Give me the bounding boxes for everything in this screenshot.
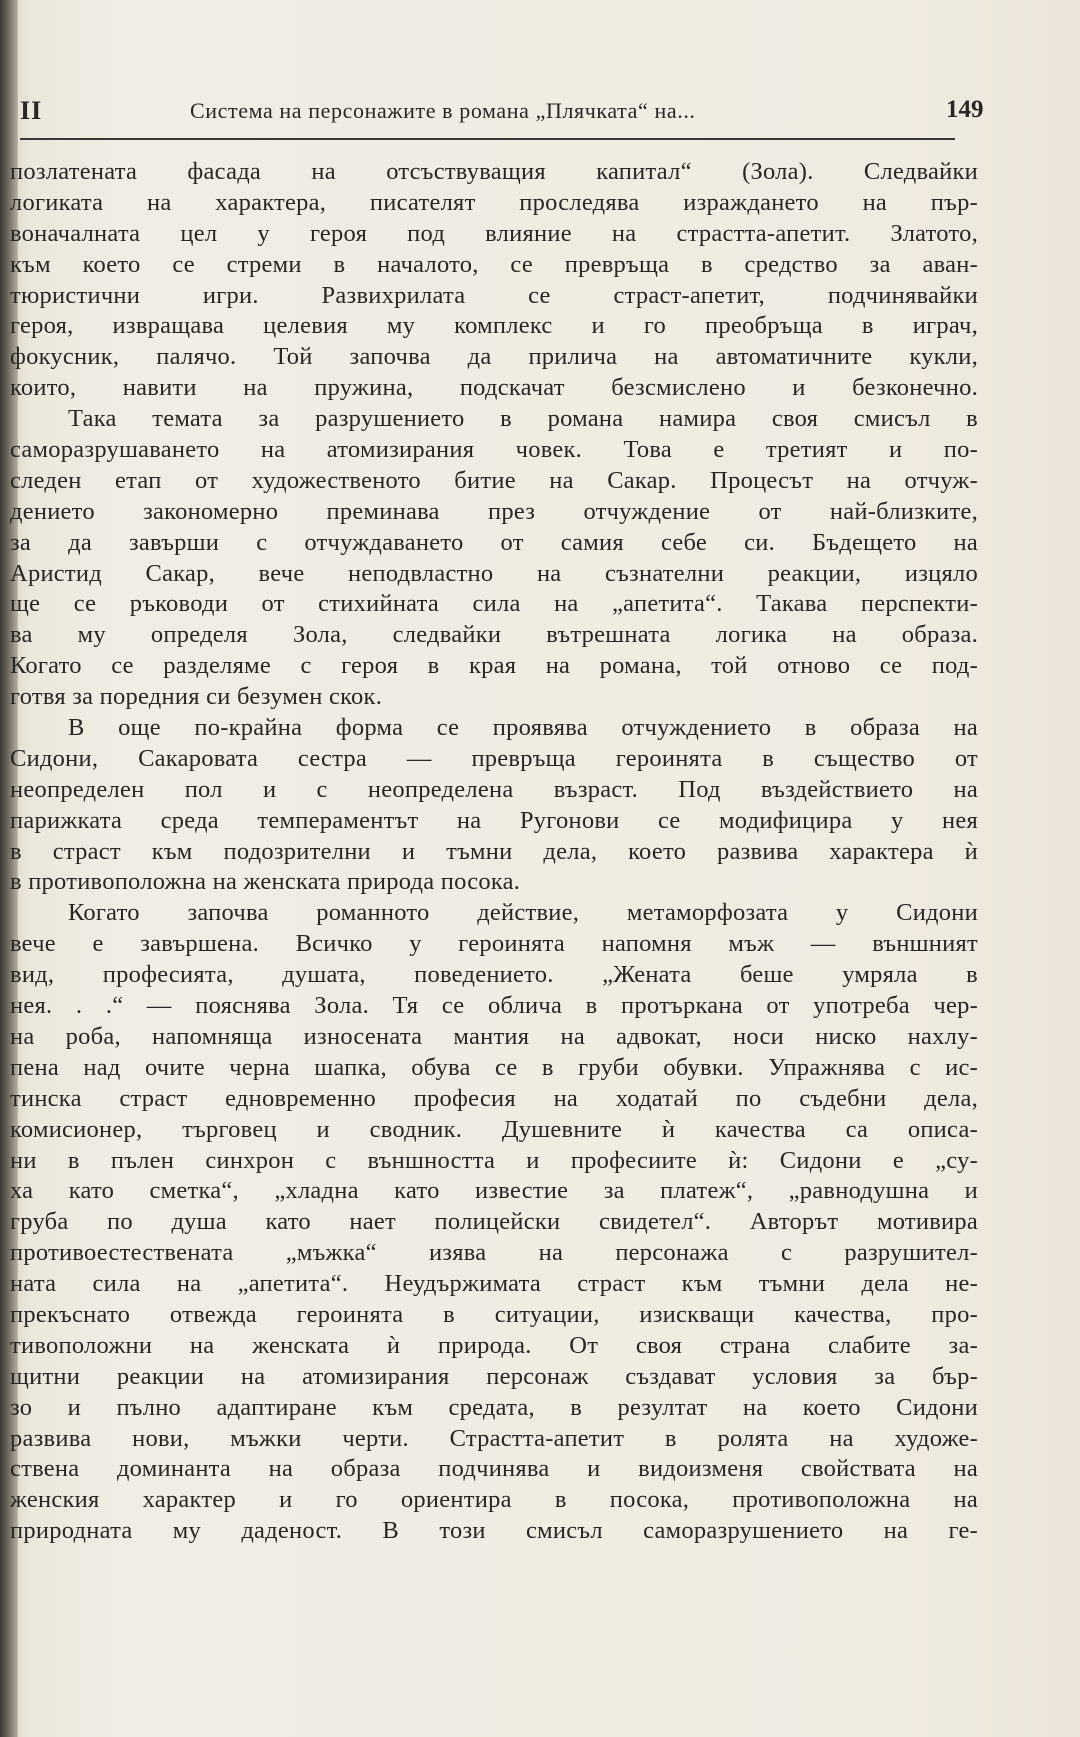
text-line: за да завърши с отчуждаването от самия себе си. Бъдещето на [10, 528, 978, 556]
text-line: които, навити на пружина, подскачат безсмислено и безконечно. [10, 374, 978, 402]
text-line: в противоположна на женската природа посока. [10, 868, 521, 896]
text-line: тинска страст едновременно професия на ходатай по съдебни дела, [10, 1084, 978, 1112]
text-line: ва му определя Зола, следвайки вътрешната логика на образа. [10, 621, 978, 649]
text-line: щитни реакции на атомизирания персонаж създават условия за бър- [10, 1362, 978, 1390]
text-line: саморазрушаването на атомизирания човек. Това е третият и по- [10, 436, 978, 464]
text-line: вече е завършена. Всичко у героинята напомня мъж — външният [10, 930, 978, 958]
text-line: воначалната цел у героя под влияние на страстта-апетит. Златото, [10, 219, 978, 247]
text-line: ха като сметка“, „хладна като известие за платеж“, „равнодушна и [10, 1177, 978, 1205]
text-line: неопределен пол и с неопределена възраст. Под въздействието на [10, 775, 978, 803]
text-line: прекъснато отвежда героинята в ситуации, изискващи качества, про- [10, 1300, 978, 1328]
text-line: към което се стреми в началото, се превръща в средство за аван- [10, 250, 978, 278]
text-line: следен етап от художественото битие на Сакар. Процесът на отчуж- [10, 466, 978, 494]
text-line: дението закономерно преминава през отчуждение от най-близките, [10, 497, 978, 525]
text-line: Аристид Сакар, вече неподвластно на съзнателни реакции, изцяло [10, 559, 978, 587]
text-line: в страст към подозрителни и тъмни дела, което развива характера ѝ [10, 837, 978, 865]
text-line: груба по душа като нает полицейски свидетел“. Авторът мотивира [10, 1208, 978, 1236]
text-line: готвя за поредния си безумен скок. [10, 683, 383, 711]
text-line: ствена доминанта на образа подчинява и видоизменя свойствата на [10, 1455, 978, 1483]
text-line: героя, извращава целевия му комплекс и го преобръща в играч, [10, 312, 978, 340]
text-line: ще се ръководи от стихийната сила на „апетита“. Такава перспекти- [10, 590, 978, 618]
text-line: женския характер и го ориентира в посока, противоположна на [10, 1486, 978, 1514]
page-number: 149 [946, 96, 984, 123]
text-line: противоестествената „мъжка“ изява на персонажа с разрушител- [10, 1239, 978, 1267]
text-line: комисионер, търговец и сводник. Душевните ѝ качества са описа- [10, 1115, 978, 1143]
text-line: тюристични игри. Развихрилата се страст-апетит, подчинявайки [10, 281, 978, 309]
text-line: природната му даденост. В този смисъл саморазрушението на ге- [10, 1517, 978, 1545]
header-rule [20, 138, 955, 140]
text-line: позлатената фасада на отсъствуващия капитал“ (Зола). Следвайки [10, 158, 978, 185]
text-line: вид, професията, душата, поведението. „Жената беше умряла в [10, 961, 978, 989]
text-line: логиката на характера, писателят проследява изражданeто на пър- [10, 188, 978, 216]
text-line: фокусник, палячо. Той започва да прилича на автоматичните кукли, [10, 343, 978, 371]
text-line: парижката среда темпераментът на Ругонови се модифицира у нея [10, 806, 978, 834]
text-line: Така темата за разрушението в романа намира своя смисъл в [68, 405, 978, 433]
text-line: на роба, напомняща износената мантия на адвокат, носи ниско нахлу- [10, 1022, 978, 1050]
text-line: ни в пълен синхрон с външността и професиите ѝ: Сидони е „су- [10, 1146, 978, 1174]
chapter-number: II [20, 96, 43, 125]
text-line: тивоположни на женската ѝ природа. От своя страна слабите за- [10, 1331, 978, 1359]
text-line: Когато започва романното действие, метаморфозата у Сидони [68, 899, 978, 927]
text-line: ната сила на „апетита“. Неудържимата страст към тъмни дела не- [10, 1270, 978, 1298]
text-line: В още по-крайна форма се проявява отчуждението в образа на [68, 714, 978, 742]
text-line: пена над очите черна шапка, обува се в груби обувки. Упражнява с ис- [10, 1053, 978, 1081]
text-line: зо и пълно адаптиране към средата, в резултат на което Сидони [10, 1393, 978, 1421]
page-header [0, 92, 1080, 132]
text-line: Когато се разделяме с героя в края на романа, той отново се под- [10, 652, 978, 680]
text-line: нея. . .“ — пояснява Зола. Тя се облича в протъркана от употреба чер- [10, 992, 978, 1020]
body-text [10, 157, 978, 1547]
text-line: развива нови, мъжки черти. Страстта-апетит в ролята на художе- [10, 1424, 978, 1452]
running-title: Система на персонажите в романа „Плячката“ на... [190, 98, 696, 123]
text-line: Сидони, Сакаровата сестра — превръща героинята в същество от [10, 744, 978, 772]
